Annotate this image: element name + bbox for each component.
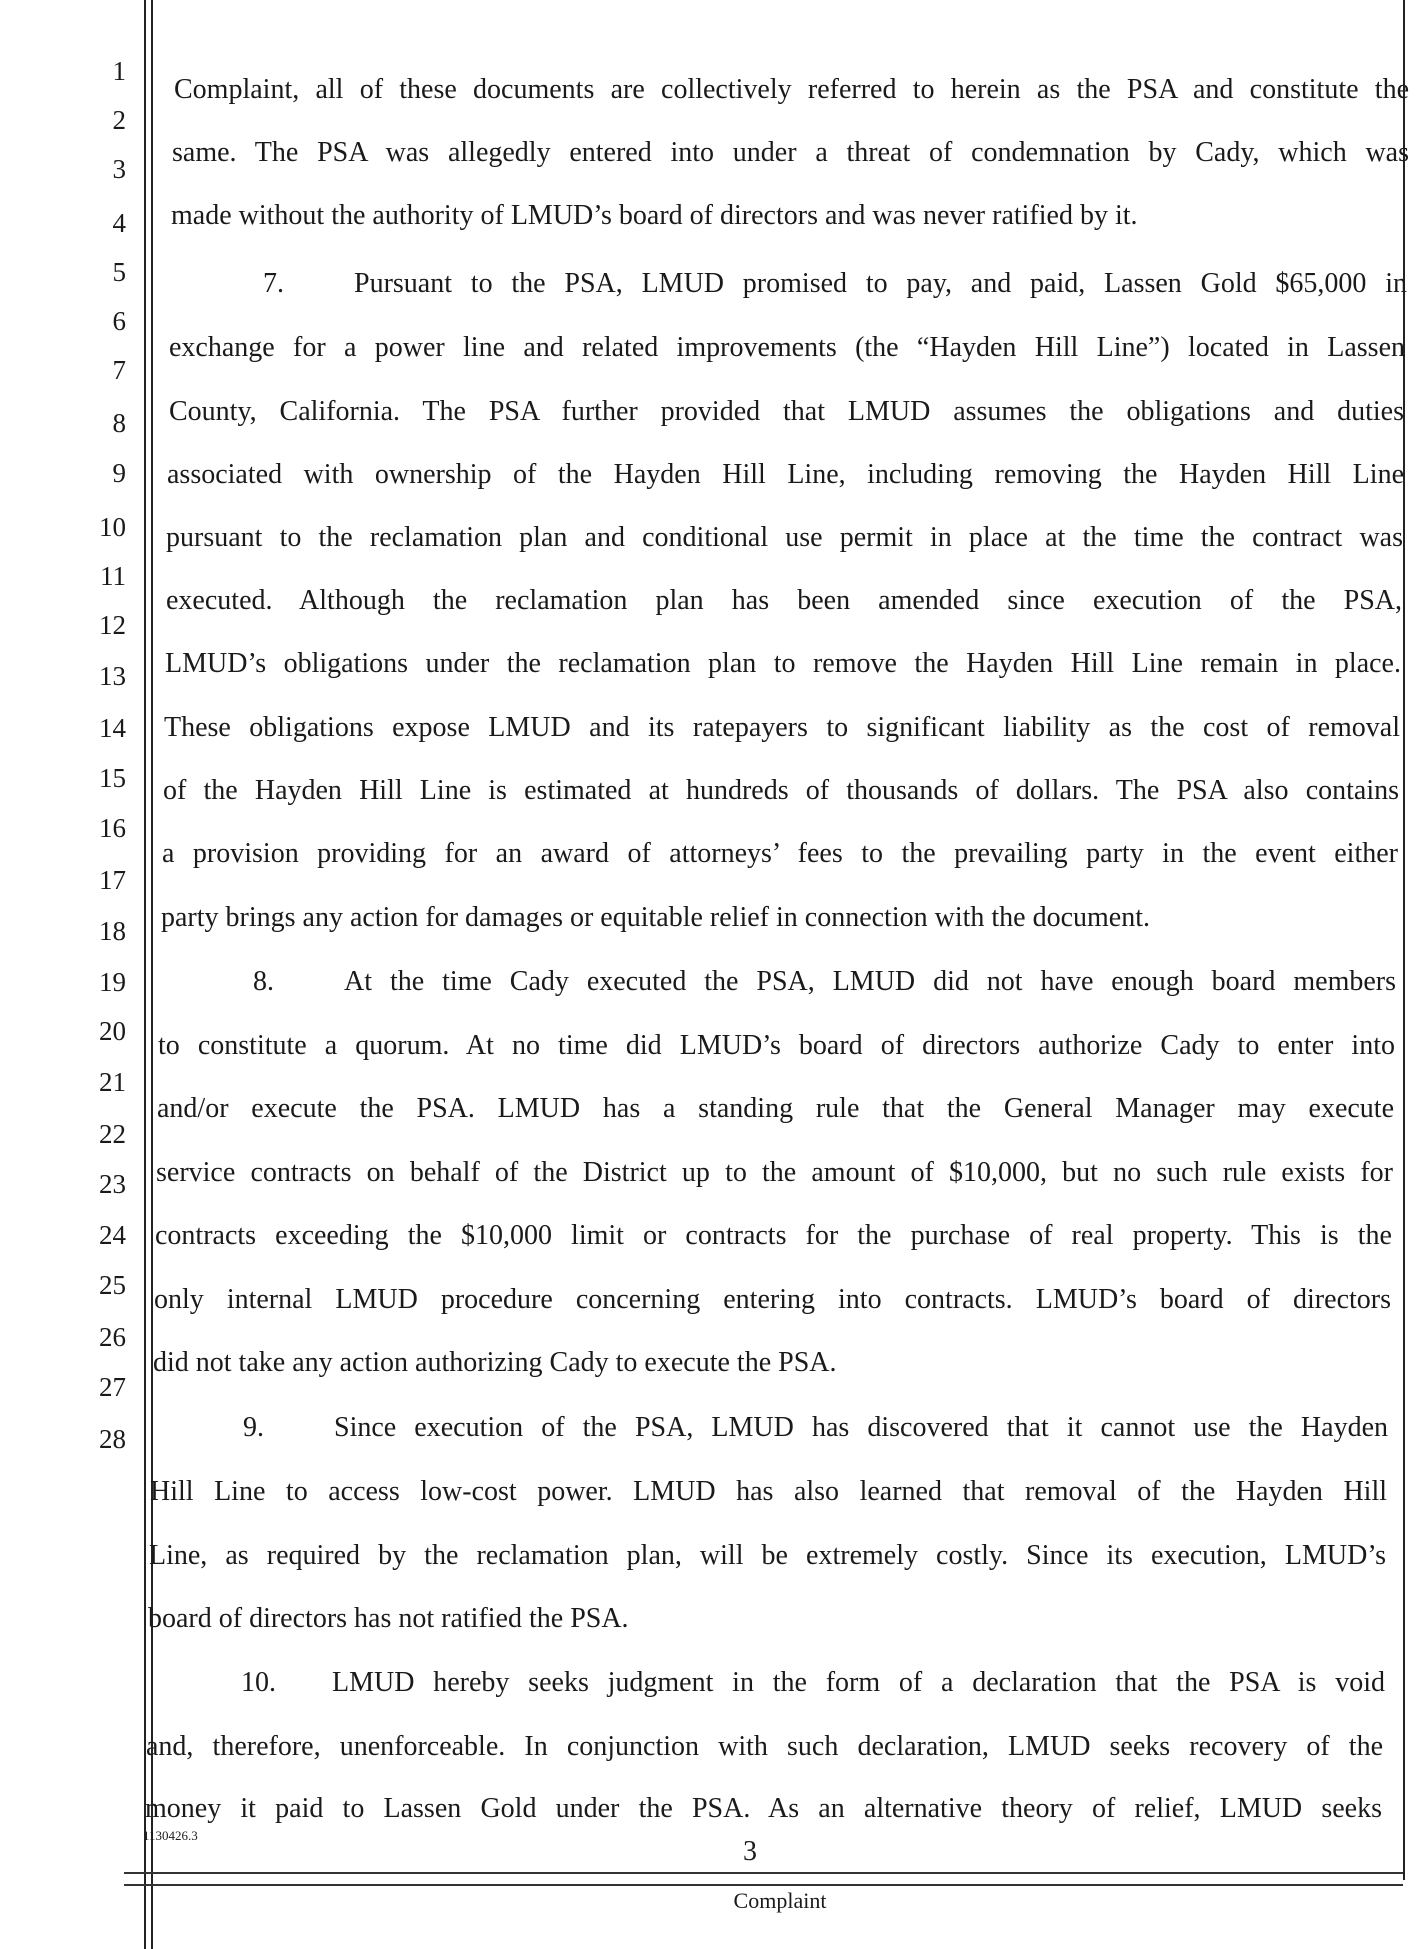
line-number: 13 xyxy=(99,661,126,691)
line-number: 8 xyxy=(112,408,126,438)
text-line: did not take any action authorizing Cady to execute the PSA. xyxy=(153,1347,837,1378)
page-number: 3 xyxy=(743,1836,757,1867)
line-number: 3 xyxy=(112,154,126,184)
line-number: 12 xyxy=(99,610,126,640)
text-line: executed. Although the reclamation plan has been amended since execution of the PSA, xyxy=(166,585,1402,616)
text-line: party brings any action for damages or equitable relief in connection with the document. xyxy=(161,902,1151,933)
footer-rule-top xyxy=(124,1872,1403,1874)
line-number: 14 xyxy=(99,713,126,743)
footer-rule-bottom xyxy=(124,1884,1403,1886)
text-line: exchange for a power line and related improvements (the “Hayden Hill Line”) located in Lassen xyxy=(169,332,1405,363)
text-line: LMUD’s obligations under the reclamation plan to remove the Hayden Hill Line remain in place. xyxy=(165,648,1401,679)
text-line: 10. LMUD hereby seeks judgment in the form of a declaration that the PSA is void xyxy=(241,1667,1385,1698)
text-line: of the Hayden Hill Line is estimated at hundreds of thousands of dollars. The PSA also contains xyxy=(163,775,1399,806)
line-number: 23 xyxy=(99,1169,126,1199)
line-number: 26 xyxy=(99,1322,126,1352)
line-number: 7 xyxy=(112,355,126,385)
text-line: associated with ownership of the Hayden Hill Line, including removing the Hayden Hill Line xyxy=(167,459,1404,490)
line-number: 15 xyxy=(99,763,126,793)
line-number: 1 xyxy=(112,56,126,86)
footer-title: Complaint xyxy=(733,1888,827,1913)
line-number: 6 xyxy=(112,306,126,336)
line-number: 2 xyxy=(112,105,126,135)
text-line: to constitute a quorum. At no time did LMUD’s board of directors authorize Cady to enter into xyxy=(158,1030,1395,1061)
line-number: 21 xyxy=(99,1067,126,1097)
text-line: contracts exceeding the $10,000 limit or contracts for the purchase of real property. This is the xyxy=(155,1220,1392,1251)
document-id: 1130426.3 xyxy=(143,1828,198,1843)
line-number: 25 xyxy=(99,1270,126,1300)
line-number: 9 xyxy=(112,458,126,488)
text-line: and/or execute the PSA. LMUD has a standing rule that the General Manager may execute xyxy=(157,1093,1394,1124)
text-line: Line, as required by the reclamation plan, will be extremely costly. Since its execution, LMUD’s xyxy=(149,1540,1386,1571)
line-number: 28 xyxy=(99,1424,126,1454)
line-number: 17 xyxy=(99,865,126,895)
line-number: 4 xyxy=(112,208,126,238)
line-number: 11 xyxy=(100,561,126,591)
line-number: 5 xyxy=(112,257,126,287)
text-line: board of directors has not ratified the PSA. xyxy=(148,1603,629,1634)
text-line: Complaint, all of these documents are collectively referred to herein as the PSA and constitute the xyxy=(174,74,1409,105)
text-line: These obligations expose LMUD and its ratepayers to significant liability as the cost of removal xyxy=(164,712,1400,743)
line-number: 18 xyxy=(99,916,126,946)
text-line: service contracts on behalf of the District up to the amount of $10,000, but no such rule exists for xyxy=(156,1157,1393,1188)
text-line: pursuant to the reclamation plan and conditional use permit in place at the time the contract was xyxy=(166,522,1403,553)
line-number: 10 xyxy=(99,512,126,542)
text-line: only internal LMUD procedure concerning entering into contracts. LMUD’s board of directors xyxy=(154,1284,1391,1315)
text-line: 9. Since execution of the PSA, LMUD has discovered that it cannot use the Hayden xyxy=(243,1412,1388,1443)
text-line: and, therefore, unenforceable. In conjunction with such declaration, LMUD seeks recovery of the xyxy=(146,1731,1383,1762)
text-line: County, California. The PSA further provided that LMUD assumes the obligations and duties xyxy=(169,396,1404,427)
line-number: 20 xyxy=(99,1016,126,1046)
text-line: Hill Line to access low-cost power. LMUD has also learned that removal of the Hayden Hill xyxy=(150,1476,1387,1507)
line-number: 27 xyxy=(99,1372,126,1402)
text-line: money it paid to Lassen Gold under the PSA. As an alternative theory of relief, LMUD seeks xyxy=(145,1793,1382,1824)
text-line: made without the authority of LMUD’s board of directors and was never ratified by it. xyxy=(171,200,1138,231)
line-number: 24 xyxy=(99,1220,126,1250)
line-number: 19 xyxy=(99,967,126,997)
text-line: same. The PSA was allegedly entered into under a threat of condemnation by Cady, which was xyxy=(172,137,1409,168)
text-line: 7. Pursuant to the PSA, LMUD promised to pay, and paid, Lassen Gold $65,000 in xyxy=(263,268,1407,299)
text-line: 8. At the time Cady executed the PSA, LMUD did not have enough board members xyxy=(253,966,1396,997)
line-number: 16 xyxy=(99,813,126,843)
line-number: 22 xyxy=(99,1119,126,1149)
text-line: a provision providing for an award of attorneys’ fees to the prevailing party in the event either xyxy=(162,838,1398,869)
